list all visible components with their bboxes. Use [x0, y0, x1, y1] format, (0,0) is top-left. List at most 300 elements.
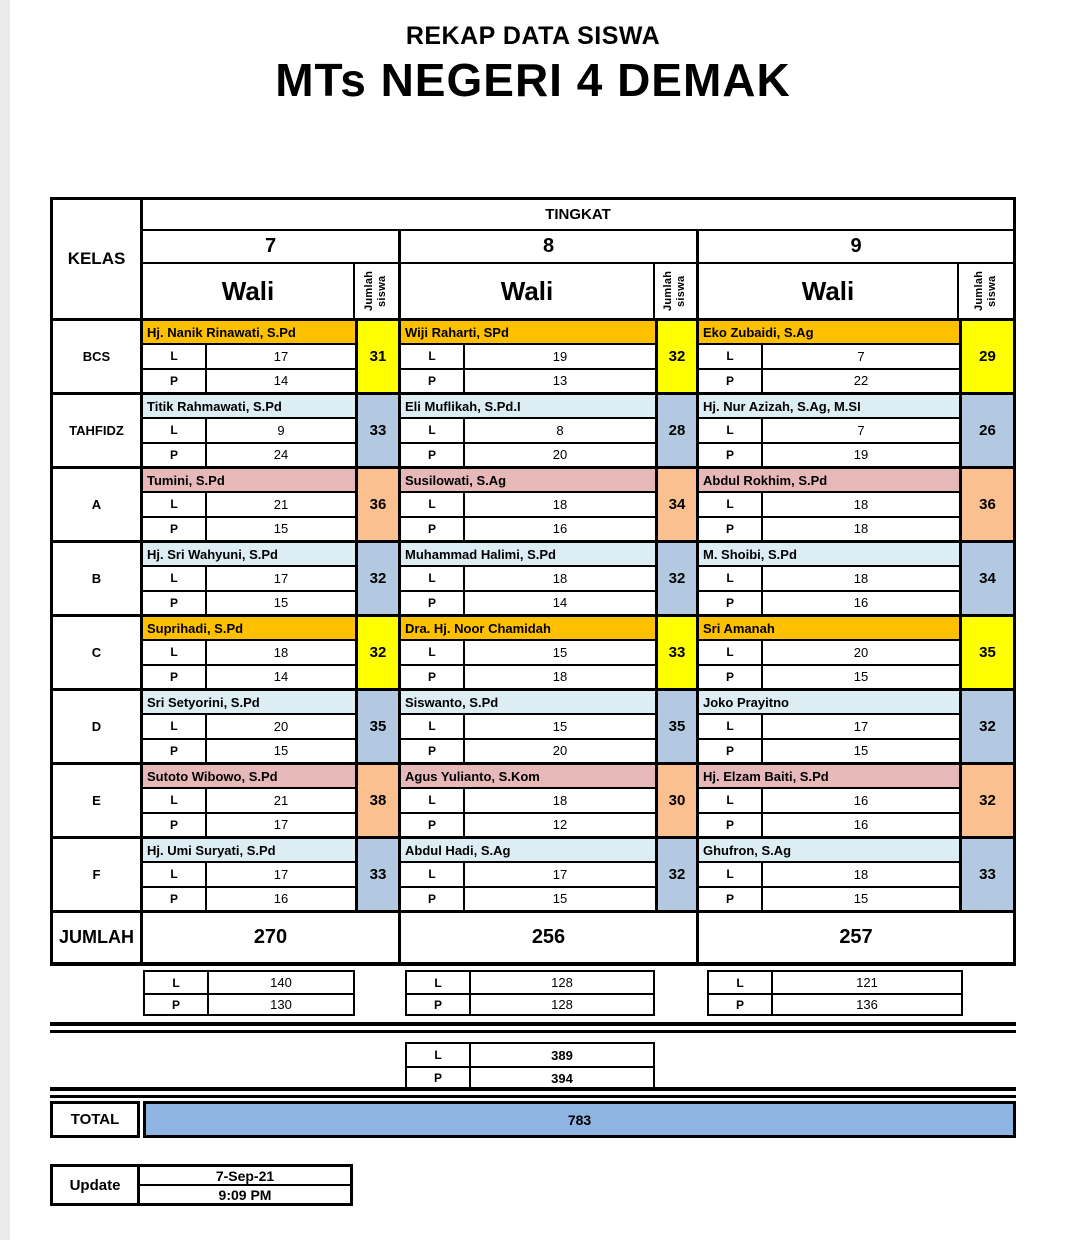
lp-row [401, 715, 655, 738]
p-label: P [401, 814, 465, 837]
lp-row [699, 812, 959, 837]
lp-row [699, 738, 959, 763]
class-row-f [53, 839, 1013, 913]
p-label: P [401, 444, 465, 467]
page-edge [0, 0, 10, 1240]
lp-row [401, 345, 655, 368]
jumlah-siswa-count: 29 [959, 321, 1013, 392]
l-label: L [699, 419, 763, 442]
grade-9-p-total: 136 [856, 997, 878, 1012]
p-count: 16 [853, 817, 869, 833]
wali-name: Hj. Nanik Rinawati, S.Pd [143, 321, 355, 345]
p-count: 14 [552, 595, 568, 611]
wali-name: Wiji Raharti, SPd [401, 321, 655, 345]
lp-row [401, 863, 655, 886]
l-label: L [143, 863, 207, 886]
wali-name: Sri Amanah [699, 617, 959, 641]
p-label: P [401, 592, 465, 615]
l-count: 16 [853, 792, 869, 808]
p-count: 22 [853, 373, 869, 389]
l-count: 17 [552, 866, 568, 882]
overall-l-total: 389 [551, 1047, 573, 1063]
lp-row [143, 789, 355, 812]
jumlah-siswa-count: 33 [655, 617, 699, 688]
l-label: L [699, 493, 763, 516]
kelas-header-cell: KELAS [53, 200, 143, 318]
grade-lp-totals [50, 970, 1016, 1016]
l-label: L [401, 789, 465, 812]
lp-row [699, 368, 959, 393]
p-count: 12 [552, 817, 568, 833]
l-count: 18 [853, 570, 869, 586]
p-label: P [401, 666, 465, 689]
wali-header-row [143, 264, 1013, 318]
p-count: 20 [552, 743, 568, 759]
lp-row [143, 493, 355, 516]
overall-p-total: 394 [551, 1070, 573, 1086]
l-count: 17 [273, 348, 289, 364]
jumlah-siswa-count: 33 [959, 839, 1013, 910]
grand-total-value: 783 [143, 1101, 1016, 1138]
grade-9-block [699, 543, 959, 614]
l-count: 18 [552, 792, 568, 808]
p-count: 13 [552, 373, 568, 389]
wali-name: Siswanto, S.Pd [401, 691, 655, 715]
class-label: A [53, 469, 143, 540]
jumlah-siswa-count: 34 [655, 469, 699, 540]
grade-7-header: 7 [143, 231, 401, 262]
class-label: F [53, 839, 143, 910]
p-count: 18 [552, 669, 568, 685]
wali-name: Eli Muflikah, S.Pd.I [401, 395, 655, 419]
p-count: 15 [273, 521, 289, 537]
l-row [407, 972, 653, 993]
grade-8-block [401, 839, 655, 910]
l-label: L [407, 972, 471, 993]
p-label: P [143, 444, 207, 467]
wali-name: Abdul Rokhim, S.Pd [699, 469, 959, 493]
p-label: P [407, 995, 471, 1014]
p-row [145, 993, 353, 1014]
l-count: 18 [552, 496, 568, 512]
l-label: L [699, 863, 763, 886]
student-recap-table [50, 197, 1016, 966]
jumlah-siswa-count: 32 [959, 765, 1013, 836]
p-count: 16 [552, 521, 568, 537]
l-label: L [401, 419, 465, 442]
l-label: L [143, 345, 207, 368]
l-label: L [143, 789, 207, 812]
wali-name: Suprihadi, S.Pd [143, 617, 355, 641]
p-label: P [699, 814, 763, 837]
grade-7-block [143, 469, 355, 540]
l-row [407, 1044, 653, 1066]
lp-row [699, 516, 959, 541]
p-count: 14 [273, 373, 289, 389]
jumlah-siswa-count: 30 [655, 765, 699, 836]
class-label: BCS [53, 321, 143, 392]
l-count: 18 [273, 644, 289, 660]
lp-row [699, 664, 959, 689]
lp-row [699, 789, 959, 812]
l-count: 15 [552, 718, 568, 734]
l-count: 7 [857, 348, 865, 364]
p-count: 15 [552, 891, 568, 907]
p-label: P [143, 666, 207, 689]
class-label: C [53, 617, 143, 688]
l-count: 20 [273, 718, 289, 734]
l-label: L [143, 641, 207, 664]
wali-name: Muhammad Halimi, S.Pd [401, 543, 655, 567]
wali-name: Titik Rahmawati, S.Pd [143, 395, 355, 419]
p-label: P [699, 888, 763, 911]
p-row [407, 1066, 653, 1088]
p-label: P [699, 518, 763, 541]
l-label: L [699, 715, 763, 738]
jumlah-siswa-count: 32 [655, 321, 699, 392]
p-label: P [143, 592, 207, 615]
jumlah-siswa-count: 35 [959, 617, 1013, 688]
wali-name: Tumini, S.Pd [143, 469, 355, 493]
l-count: 18 [853, 866, 869, 882]
lp-row [143, 590, 355, 615]
grade-7-l-total: 140 [270, 975, 292, 990]
p-label: P [699, 740, 763, 763]
wali-name: Abdul Hadi, S.Ag [401, 839, 655, 863]
update-info-box [50, 1164, 353, 1206]
jumlah-siswa-count: 36 [959, 469, 1013, 540]
lp-row [143, 812, 355, 837]
wali-name: M. Shoibi, S.Pd [699, 543, 959, 567]
p-label: P [143, 814, 207, 837]
tingkat-header-cell: TINGKAT [143, 200, 1013, 231]
grade-8-p-total: 128 [551, 997, 573, 1012]
wali-name: Susilowati, S.Ag [401, 469, 655, 493]
l-label: L [709, 972, 773, 993]
grade-9-block [699, 321, 959, 392]
lp-row [699, 345, 959, 368]
jumlah-siswa-count: 32 [655, 839, 699, 910]
l-label: L [401, 641, 465, 664]
jumlah-siswa-count: 33 [355, 395, 401, 466]
p-count: 15 [273, 743, 289, 759]
lp-row [401, 493, 655, 516]
jumlah-siswa-count: 35 [355, 691, 401, 762]
grade-8-block [401, 765, 655, 836]
jumlah-siswa-count: 26 [959, 395, 1013, 466]
class-label: TAHFIDZ [53, 395, 143, 466]
jumlah-siswa-count: 35 [655, 691, 699, 762]
lp-row [401, 567, 655, 590]
grade-7-block [143, 691, 355, 762]
grade-8-lp-box [405, 970, 655, 1016]
jumlah-siswa-count: 33 [355, 839, 401, 910]
wali-name: Ghufron, S.Ag [699, 839, 959, 863]
jumlah-siswa-count: 32 [355, 543, 401, 614]
class-row-e [53, 765, 1013, 839]
l-label: L [401, 345, 465, 368]
class-label: B [53, 543, 143, 614]
lp-row [143, 738, 355, 763]
l-row [145, 972, 353, 993]
l-count: 7 [857, 422, 865, 438]
grade-8-block [401, 469, 655, 540]
grade-8-total: 256 [401, 913, 699, 962]
wali-name: Sutoto Wibowo, S.Pd [143, 765, 355, 789]
lp-row [401, 789, 655, 812]
l-label: L [143, 493, 207, 516]
jumlah-siswa-count: 31 [355, 321, 401, 392]
l-count: 9 [277, 422, 285, 438]
lp-row [401, 368, 655, 393]
grade-7-block [143, 839, 355, 910]
l-label: L [143, 419, 207, 442]
update-date: 7-Sep-21 [215, 1167, 275, 1184]
lp-row [143, 442, 355, 467]
lp-row [401, 738, 655, 763]
lp-row [699, 863, 959, 886]
p-label: P [699, 370, 763, 393]
jumlah-siswa-count: 28 [655, 395, 699, 466]
lp-row [143, 567, 355, 590]
grade-8-header: 8 [401, 231, 699, 262]
grade-7-block [143, 617, 355, 688]
lp-row [143, 641, 355, 664]
grand-total-row [50, 1101, 1016, 1138]
lp-row [699, 493, 959, 516]
grade-7-total: 270 [143, 913, 401, 962]
p-label: P [709, 995, 773, 1014]
grade-8-l-total: 128 [551, 975, 573, 990]
p-label: P [699, 592, 763, 615]
p-label: P [401, 888, 465, 911]
lp-row [699, 442, 959, 467]
grade-number-row [143, 231, 1013, 264]
jumlah-siswa-rotated-label: Jumlah siswa [363, 270, 389, 312]
l-label: L [401, 567, 465, 590]
divider-rule [50, 1022, 1016, 1033]
overall-lp-box [405, 1042, 655, 1090]
l-count: 15 [552, 644, 568, 660]
l-count: 21 [273, 496, 289, 512]
p-row [407, 993, 653, 1014]
grade-8-block [401, 543, 655, 614]
l-count: 17 [273, 866, 289, 882]
l-label: L [145, 972, 209, 993]
grade-9-block [699, 469, 959, 540]
wali-name: Joko Prayitno [699, 691, 959, 715]
jumlah-siswa-rotated-label: Jumlah siswa [662, 270, 688, 312]
lp-row [401, 442, 655, 467]
wali-name: Eko Zubaidi, S.Ag [699, 321, 959, 345]
p-label: P [401, 518, 465, 541]
wali-name: Hj. Sri Wahyuni, S.Pd [143, 543, 355, 567]
grade-9-block [699, 765, 959, 836]
class-row-a [53, 469, 1013, 543]
grade-7-block [143, 765, 355, 836]
tingkat-header-group [143, 200, 1013, 318]
class-row-d [53, 691, 1013, 765]
p-count: 15 [853, 669, 869, 685]
class-row-tahfidz [53, 395, 1013, 469]
l-row [709, 972, 961, 993]
wali-name: Sri Setyorini, S.Pd [143, 691, 355, 715]
p-count: 15 [853, 891, 869, 907]
total-label: TOTAL [50, 1101, 140, 1138]
p-label: P [401, 740, 465, 763]
jumlah-siswa-count: 38 [355, 765, 401, 836]
jumlah-siswa-header-8 [655, 264, 699, 318]
class-row-bcs [53, 321, 1013, 395]
lp-row [401, 664, 655, 689]
lp-row [143, 368, 355, 393]
p-label: P [699, 666, 763, 689]
jumlah-siswa-count: 32 [655, 543, 699, 614]
jumlah-siswa-header-7 [355, 264, 401, 318]
class-row-c [53, 617, 1013, 691]
p-count: 20 [552, 447, 568, 463]
grade-8-block [401, 691, 655, 762]
report-title: MTs NEGERI 4 DEMAK [275, 54, 791, 106]
grade-7-block [143, 543, 355, 614]
lp-row [401, 516, 655, 541]
grade-9-total: 257 [839, 926, 873, 948]
grade-7-lp-box [143, 970, 355, 1016]
l-label: L [699, 345, 763, 368]
grade-8-block [401, 321, 655, 392]
l-label: L [699, 789, 763, 812]
l-count: 8 [556, 422, 564, 438]
lp-row [143, 345, 355, 368]
update-time: 9:09 PM [140, 1184, 350, 1203]
class-label: E [53, 765, 143, 836]
l-label: L [407, 1044, 471, 1066]
p-row [709, 993, 961, 1014]
lp-row [143, 419, 355, 442]
grade-8-block [401, 617, 655, 688]
wali-name: Hj. Nur Azizah, S.Ag, M.SI [699, 395, 959, 419]
lp-row [143, 516, 355, 541]
l-count: 17 [853, 718, 869, 734]
l-count: 21 [273, 792, 289, 808]
l-label: L [401, 715, 465, 738]
lp-row [699, 590, 959, 615]
wali-header-8: Wali [401, 264, 655, 318]
wali-name: Agus Yulianto, S.Kom [401, 765, 655, 789]
grade-9-header: 9 [850, 235, 862, 257]
l-count: 17 [273, 570, 289, 586]
p-count: 24 [273, 447, 289, 463]
jumlah-siswa-count: 32 [959, 691, 1013, 762]
lp-row [699, 419, 959, 442]
l-label: L [699, 567, 763, 590]
lp-row [401, 419, 655, 442]
l-label: L [699, 641, 763, 664]
p-label: P [401, 370, 465, 393]
p-count: 15 [273, 595, 289, 611]
divider-rule [50, 1087, 1016, 1098]
p-label: P [145, 995, 209, 1014]
wali-name: Hj. Elzam Baiti, S.Pd [699, 765, 959, 789]
p-count: 16 [853, 595, 869, 611]
grade-9-block [699, 691, 959, 762]
l-label: L [401, 863, 465, 886]
lp-row [401, 590, 655, 615]
jumlah-siswa-header-9 [959, 264, 1013, 318]
p-label: P [143, 888, 207, 911]
jumlah-total-row [53, 913, 1013, 962]
lp-row [143, 715, 355, 738]
jumlah-siswa-rotated-label: Jumlah siswa [972, 270, 998, 312]
grade-9-block [699, 839, 959, 910]
p-count: 19 [853, 447, 869, 463]
jumlah-siswa-count: 34 [959, 543, 1013, 614]
l-label: L [143, 715, 207, 738]
class-row-b [53, 543, 1013, 617]
class-rows [53, 321, 1013, 913]
p-label: P [407, 1068, 471, 1088]
grade-8-block [401, 395, 655, 466]
wali-name: Hj. Umi Suryati, S.Pd [143, 839, 355, 863]
l-count: 18 [552, 570, 568, 586]
lp-row [143, 886, 355, 911]
p-label: P [143, 518, 207, 541]
lp-row [401, 641, 655, 664]
jumlah-siswa-count: 32 [355, 617, 401, 688]
p-count: 14 [273, 669, 289, 685]
table-header [53, 200, 1013, 321]
p-label: P [699, 444, 763, 467]
lp-row [143, 664, 355, 689]
l-count: 18 [853, 496, 869, 512]
update-values [140, 1164, 353, 1206]
wali-header-9: Wali [699, 264, 959, 318]
jumlah-siswa-count: 36 [355, 469, 401, 540]
spacer [50, 970, 143, 1016]
jumlah-row-label: JUMLAH [53, 913, 143, 962]
report-header [0, 22, 1066, 107]
lp-row [699, 886, 959, 911]
grade-7-block [143, 321, 355, 392]
grade-9-lp-box [707, 970, 963, 1016]
grade-7-block [143, 395, 355, 466]
class-label: D [53, 691, 143, 762]
p-count: 15 [853, 743, 869, 759]
grade-9-block [699, 617, 959, 688]
l-label: L [143, 567, 207, 590]
l-label: L [401, 493, 465, 516]
grade-9-block [699, 395, 959, 466]
lp-row [699, 567, 959, 590]
report-subtitle: REKAP DATA SISWA [405, 22, 661, 50]
p-count: 17 [273, 817, 289, 833]
p-label: P [143, 370, 207, 393]
lp-row [143, 863, 355, 886]
update-label: Update [50, 1164, 140, 1206]
lp-row [699, 641, 959, 664]
l-count: 20 [853, 644, 869, 660]
l-count: 19 [552, 348, 568, 364]
lp-row [401, 812, 655, 837]
p-count: 18 [853, 521, 869, 537]
grade-7-p-total: 130 [270, 997, 292, 1012]
p-label: P [143, 740, 207, 763]
wali-name: Dra. Hj. Noor Chamidah [401, 617, 655, 641]
wali-header-7: Wali [143, 264, 355, 318]
lp-row [699, 715, 959, 738]
p-count: 16 [273, 891, 289, 907]
lp-row [401, 886, 655, 911]
